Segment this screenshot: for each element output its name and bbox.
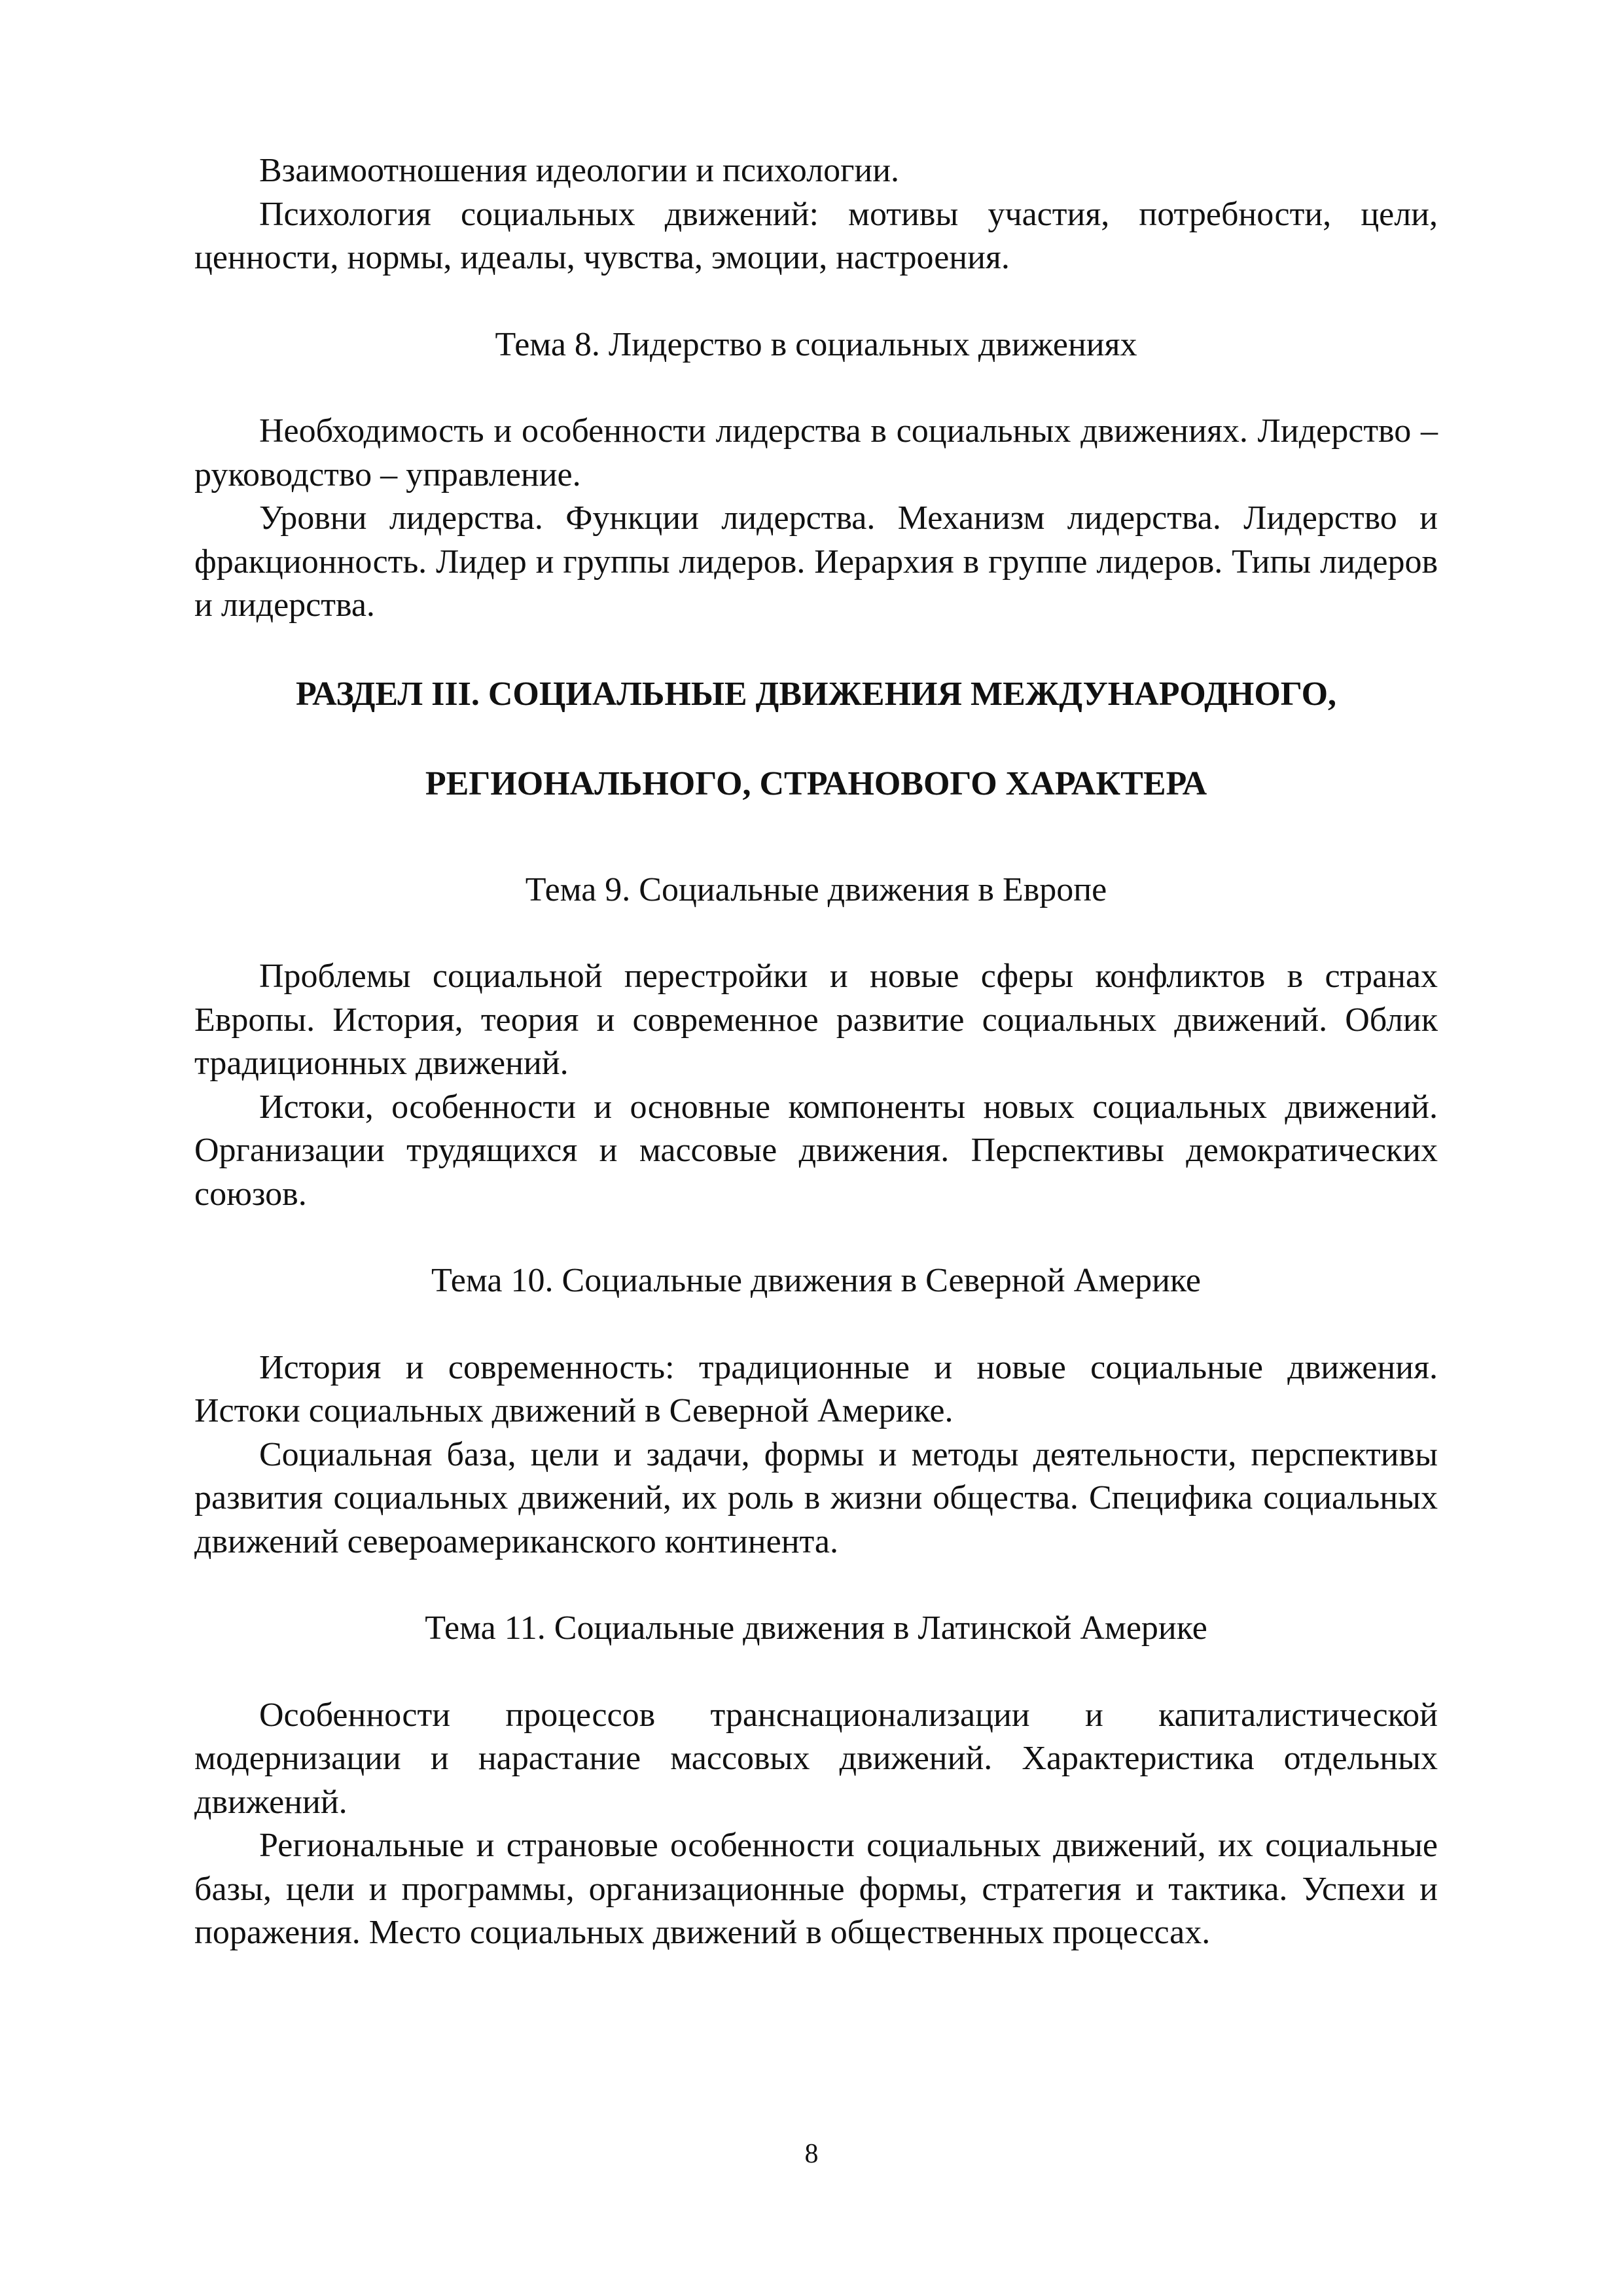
page-content xyxy=(194,149,1438,1955)
section-heading-line-1: РАЗДЕЛ III. СОЦИАЛЬНЫЕ ДВИЖЕНИЯ МЕЖДУНАРОДНОГО, xyxy=(295,675,1337,713)
paragraph-movement-psychology: Психология социальных движений: мотивы участия, потребности, цели, ценности, нормы, идеалы, чувства, эмоции, настроения. xyxy=(194,195,1438,276)
section-heading-3 xyxy=(194,673,1438,806)
paragraph-europe-new-movements: Истоки, особенности и основные компоненты новых социальных движений. Организации трудящихся и массовые движения. Перспективы демократических союзов. xyxy=(194,1088,1438,1213)
topic-heading-9: Тема 9. Социальные движения в Европе xyxy=(525,870,1107,908)
paragraph-latin-america-processes: Особенности процессов транснационализации и капиталистической модернизации и нарастание массовых движений. Характеристика отдельных движений. xyxy=(194,1696,1438,1821)
page-number: 8 xyxy=(804,2139,819,2169)
paragraph-latin-america-features: Региональные и страновые особенности социальных движений, их социальные базы, цели и программы, организационные формы, стратегия и тактика. Успехи и поражения. Место социальных движений в общественных процессах. xyxy=(194,1827,1438,1951)
topic-heading-10: Тема 10. Социальные движения в Северной Америке xyxy=(431,1262,1201,1299)
paragraph-leadership-necessity: Необходимость и особенности лидерства в социальных движениях. Лидерство – руководство – управление. xyxy=(194,412,1438,493)
paragraph-europe-problems: Проблемы социальной перестройки и новые сферы конфликтов в странах Европы. История, теория и современное развитие социальных движений. Облик традиционных движений. xyxy=(194,958,1438,1082)
paragraph-ideology-psychology: Взаимоотношения идеологии и психологии. xyxy=(259,152,900,189)
section-heading-line-2: РЕГИОНАЛЬНОГО, СТРАНОВОГО ХАРАКТЕРА xyxy=(425,765,1207,802)
paragraph-north-america-base: Социальная база, цели и задачи, формы и методы деятельности, перспективы развития социальных движений, их роль в жизни общества. Специфика социальных движений североамериканского континента. xyxy=(194,1435,1438,1560)
paragraph-north-america-history: История и современность: традиционные и новые социальные движения. Истоки социальных движений в Северной Америке. xyxy=(194,1348,1438,1429)
topic-heading-11: Тема 11. Социальные движения в Латинской Америке xyxy=(425,1609,1207,1647)
topic-heading-8: Тема 8. Лидерство в социальных движениях xyxy=(495,325,1137,363)
paragraph-leadership-levels: Уровни лидерства. Функции лидерства. Механизм лидерства. Лидерство и фракционность. Лидер и группы лидеров. Иерархия в группе лидеров. Типы лидеров и лидерства. xyxy=(194,499,1438,624)
